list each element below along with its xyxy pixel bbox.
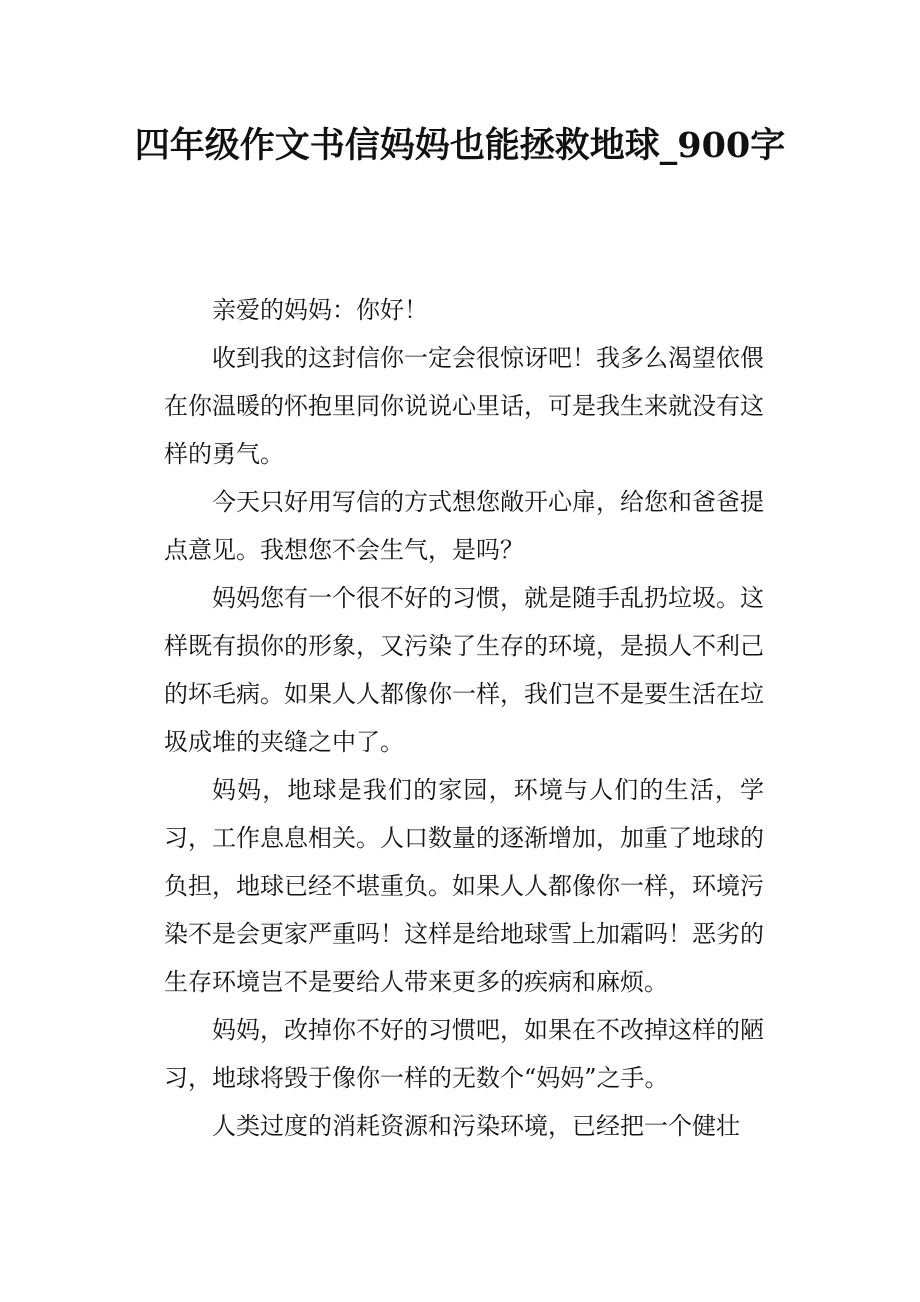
paragraph: 今天只好用写信的方式想您敞开心扉，给您和爸爸提点意见。我想您不会生气，是吗？: [164, 488, 764, 564]
paragraph: 妈妈您有一个很不好的习惯，就是随手乱扔垃圾。这样既有损你的形象，又污染了生存的环境，是损人不利己的坏毛病。如果人人都像你一样，我们岂不是要生活在垃圾成堆的夹缝之中了。: [164, 584, 764, 756]
paragraph: 妈妈，改掉你不好的习惯吧，如果在不改掉这样的陋习，地球将毁于像你一样的无数个“妈妈”之手。: [164, 1016, 764, 1092]
paragraph: 妈妈，地球是我们的家园，环境与人们的生活，学习，工作息息相关。人口数量的逐渐增加，加重了地球的负担，地球已经不堪重负。如果人人都像你一样，环境污染不是会更家严重吗！这样是给地球雪上加霜吗！恶劣的生存环境岂不是要给人带来更多的疾病和麻烦。: [164, 776, 764, 996]
letter-greeting: 亲爱的妈妈：你好！: [212, 296, 428, 324]
paragraph: 人类过度的消耗资源和污染环境，已经把一个健壮: [212, 1112, 740, 1140]
letter-body: [164, 286, 764, 1150]
paragraph: 收到我的这封信你一定会很惊讶吧！我多么渴望依偎在你温暖的怀抱里同你说说心里话，可是我生来就没有这样的勇气。: [164, 344, 764, 468]
document-title: 四年级作文书信妈妈也能拯救地球_900字: [134, 125, 786, 166]
